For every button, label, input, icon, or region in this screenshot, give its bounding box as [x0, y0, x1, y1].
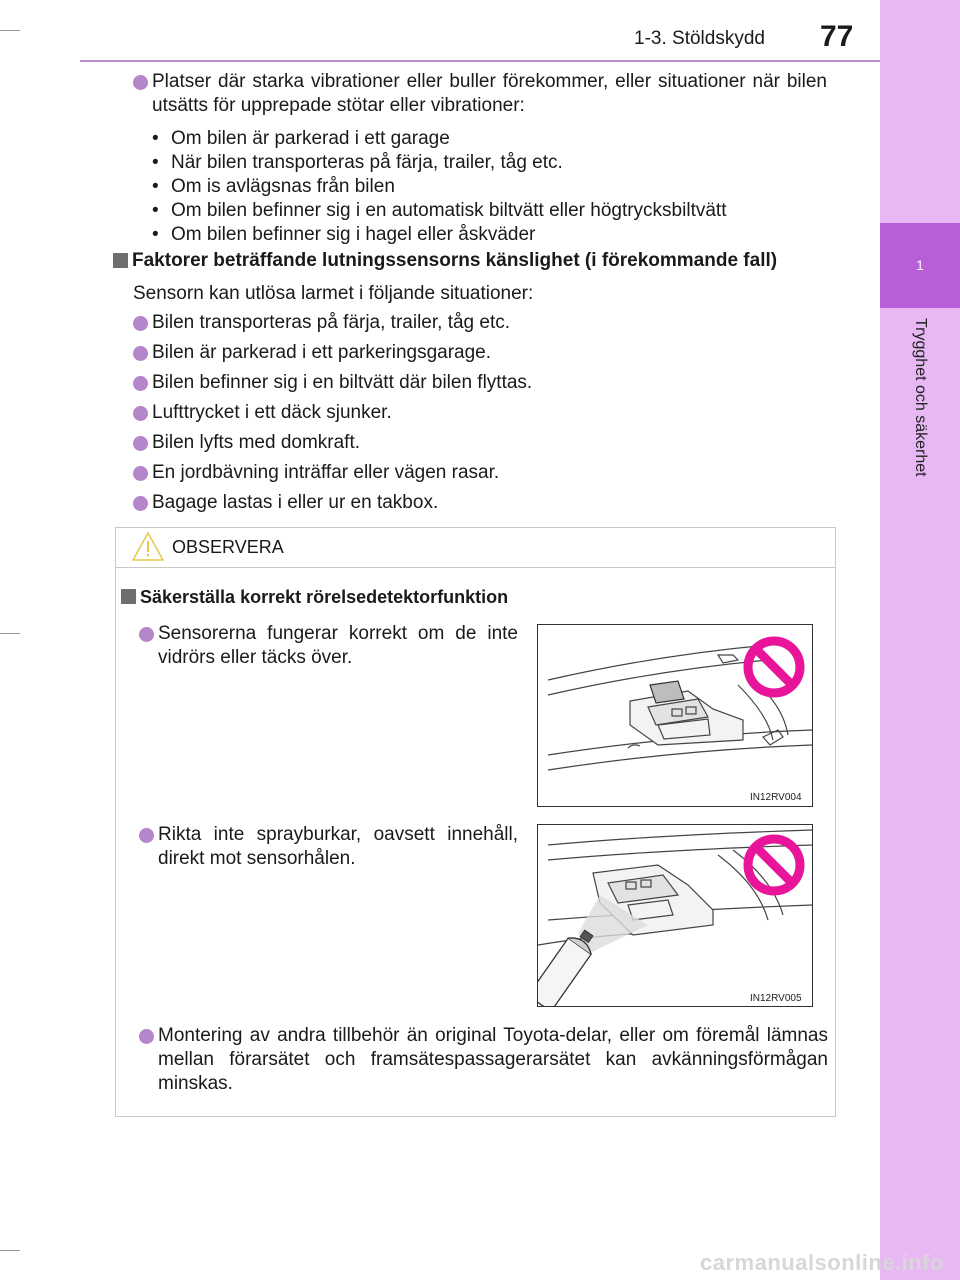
- list-item: Bilen lyfts med domkraft.: [152, 432, 361, 453]
- page-number: 77: [820, 20, 854, 53]
- bullet-dot: [133, 406, 148, 421]
- list-item: Bilen befinner sig i en biltvätt där bilen flyttas.: [152, 372, 533, 393]
- crop-mark: [0, 633, 20, 634]
- intro-bullet-text: Platser där starka vibrationer eller buller förekommer, eller situationer när bilen utsätts för upprepade stötar eller vibrationer:: [152, 71, 827, 116]
- bullet-dot: [139, 1029, 154, 1044]
- chapter-title: Trygghet och säkerhet: [912, 318, 929, 477]
- bullet-dot: [133, 75, 148, 90]
- sub-bullet: •: [152, 224, 159, 245]
- chapter-tab[interactable]: 1: [880, 223, 960, 308]
- sub-item: Om bilen befinner sig i hagel eller åskväder: [171, 224, 536, 245]
- sub-item: Om bilen befinner sig i en automatisk biltvätt eller högtrycksbiltvätt: [171, 200, 727, 221]
- bullet-dot: [139, 828, 154, 843]
- sub-bullet: •: [152, 200, 159, 221]
- warning-item: Sensorerna fungerar korrekt om de inte vidrörs eller täcks över.: [158, 623, 518, 668]
- list-item: Bilen är parkerad i ett parkeringsgarage.: [152, 342, 492, 363]
- warning-item: Montering av andra tillbehör än original Toyota-delar, eller om föremål lämnas mellan förarsätet och framsätespassagerarsätet kan avkänningsförmågan minskas.: [158, 1025, 828, 1094]
- warning-header-rule: [115, 567, 836, 568]
- warning-title: OBSERVERA: [172, 537, 284, 557]
- bullet-dot: [133, 346, 148, 361]
- header-rule: [80, 60, 880, 62]
- figure-overhead-sensor: [537, 624, 813, 807]
- prohibited-icon: [742, 833, 806, 897]
- sub-item: Om bilen är parkerad i ett garage: [171, 128, 450, 149]
- figure-code: IN12RV004: [750, 792, 802, 803]
- prohibited-icon: [742, 635, 806, 699]
- bullet-dot: [139, 627, 154, 642]
- crop-mark: [0, 1250, 20, 1251]
- list-item: Bagage lastas i eller ur en takbox.: [152, 492, 439, 513]
- figure-code: IN12RV005: [750, 993, 802, 1004]
- warning-triangle-icon: [131, 531, 165, 562]
- sub-item: När bilen transporteras på färja, trailer, tåg etc.: [171, 152, 563, 173]
- sub-bullet: •: [152, 176, 159, 197]
- watermark: carmanualsonline.info: [700, 1250, 944, 1275]
- bullet-dot: [133, 436, 148, 451]
- lead-text: Sensorn kan utlösa larmet i följande situationer:: [133, 283, 534, 304]
- sub-item: Om is avlägsnas från bilen: [171, 176, 395, 197]
- sub-bullet: •: [152, 128, 159, 149]
- heading-square-icon: [113, 253, 128, 268]
- sub-bullet: •: [152, 152, 159, 173]
- figure-spray-can: [537, 824, 813, 1007]
- bullet-dot: [133, 496, 148, 511]
- bullet-dot: [133, 316, 148, 331]
- section-heading: Faktorer beträffande lutningssensorns känslighet (i förekommande fall): [132, 250, 778, 271]
- side-strip: [880, 0, 960, 1280]
- heading-square-icon: [121, 589, 136, 604]
- crop-mark: [0, 30, 20, 31]
- bullet-dot: [133, 376, 148, 391]
- warning-heading: Säkerställa korrekt rörelsedetektorfunktion: [140, 587, 509, 607]
- list-item: Bilen transporteras på färja, trailer, tåg etc.: [152, 312, 511, 333]
- section-title: 1-3. Stöldskydd: [634, 28, 765, 49]
- warning-item: Rikta inte sprayburkar, oavsett innehåll, direkt mot sensorhålen.: [158, 824, 518, 869]
- list-item: Lufttrycket i ett däck sjunker.: [152, 402, 392, 423]
- list-item: En jordbävning inträffar eller vägen rasar.: [152, 462, 500, 483]
- bullet-dot: [133, 466, 148, 481]
